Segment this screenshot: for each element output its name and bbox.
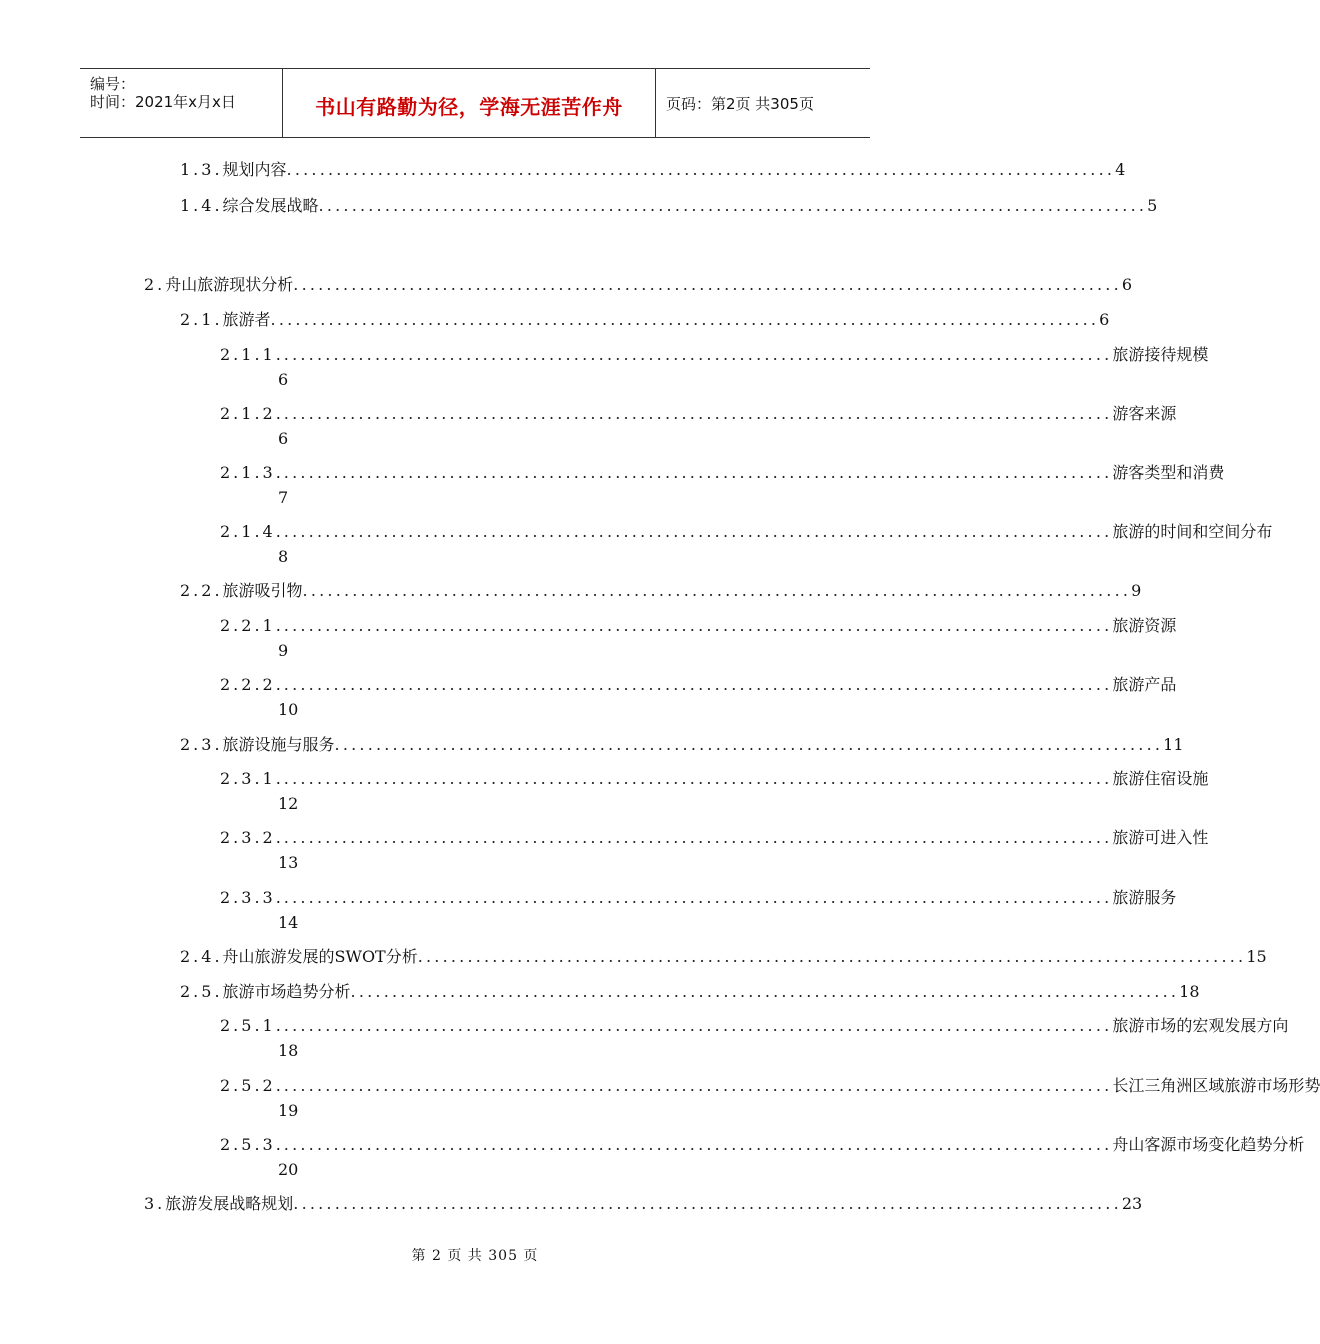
toc-leader-dots: .................................................................................................... bbox=[286, 160, 1116, 179]
toc-leader-dots: .................................................................................................... bbox=[318, 196, 1148, 215]
toc-leader-dots: .................................................................................................... bbox=[283, 1135, 1113, 1154]
toc-number: 2.3.1. bbox=[220, 769, 284, 788]
toc-number: 1.4. bbox=[180, 196, 223, 215]
toc-number: 3. bbox=[144, 1194, 166, 1213]
toc-leader-dots: .................................................................................................... bbox=[283, 888, 1113, 907]
toc-entry[interactable] bbox=[220, 826, 1209, 850]
toc-title: 旅游可进入性 bbox=[1112, 828, 1209, 847]
header-left-cell bbox=[80, 69, 282, 137]
document-code-label: 编号： bbox=[90, 75, 136, 93]
toc-entry[interactable] bbox=[220, 520, 1273, 544]
toc-title: 游客类型和消费 bbox=[1112, 463, 1225, 482]
toc-title: 旅游设施与服务 bbox=[222, 735, 335, 754]
toc-page-number: 6 bbox=[1121, 275, 1133, 294]
toc-number: 2.2. bbox=[180, 581, 223, 600]
page-footer: 第 2 页 共 305 页 bbox=[411, 1248, 539, 1264]
header-page-cell bbox=[656, 69, 870, 137]
toc-leader-dots: .................................................................................................... bbox=[283, 463, 1113, 482]
toc-entry[interactable] bbox=[220, 614, 1177, 638]
toc-entry[interactable] bbox=[220, 1014, 1289, 1038]
toc-entry[interactable] bbox=[220, 886, 1177, 910]
toc-leader-dots: .................................................................................................... bbox=[283, 675, 1113, 694]
toc-page-number: 13 bbox=[278, 853, 299, 872]
toc-page-number: 19 bbox=[278, 1101, 299, 1120]
toc-leader-dots: .................................................................................................... bbox=[302, 581, 1132, 600]
toc-number: 2. bbox=[144, 275, 166, 294]
header-motto: 书山有路勤为径，学海无涯苦作舟 bbox=[315, 95, 623, 119]
toc-title: 旅游产品 bbox=[1112, 675, 1177, 694]
toc-number: 2.5. bbox=[180, 982, 223, 1001]
toc-page-number: 18 bbox=[278, 1041, 299, 1060]
toc-title: 旅游住宿设施 bbox=[1112, 769, 1209, 788]
toc-leader-dots: .................................................................................................... bbox=[334, 735, 1164, 754]
toc-title: 旅游服务 bbox=[1112, 888, 1177, 907]
toc-entry[interactable] bbox=[220, 673, 1177, 697]
toc-number: 2.3.2. bbox=[220, 828, 284, 847]
toc-entry[interactable] bbox=[180, 980, 1200, 1004]
header-page-label: 页码：第2页 共305页 bbox=[666, 95, 814, 113]
toc-entry[interactable] bbox=[220, 461, 1225, 485]
toc-title: 长江三角洲区域旅游市场形势 bbox=[1112, 1076, 1320, 1095]
toc-page-number: 6 bbox=[278, 429, 289, 448]
page-header bbox=[80, 68, 870, 138]
toc-page-number: 9 bbox=[1131, 581, 1142, 600]
toc-page-number: 6 bbox=[1099, 310, 1110, 329]
toc-title: 舟山旅游现状分析 bbox=[165, 275, 294, 294]
toc-leader-dots: .................................................................................................... bbox=[283, 1016, 1113, 1035]
toc-title: 旅游发展战略规划 bbox=[165, 1194, 294, 1213]
toc-number: 2.2.1. bbox=[220, 616, 284, 635]
header-motto-cell bbox=[282, 69, 656, 137]
toc-entry[interactable] bbox=[220, 343, 1209, 367]
toc-leader-dots: .................................................................................................... bbox=[283, 522, 1113, 541]
toc-entry[interactable] bbox=[180, 194, 1158, 218]
toc-page-number: 10 bbox=[278, 700, 299, 719]
toc-title: 旅游资源 bbox=[1112, 616, 1177, 635]
toc-number: 2.1.1. bbox=[220, 345, 284, 364]
toc-page-number: 18 bbox=[1179, 982, 1200, 1001]
toc-page-number: 6 bbox=[278, 370, 289, 389]
toc-page-number: 7 bbox=[278, 488, 289, 507]
toc-number: 2.1.3. bbox=[220, 463, 284, 482]
toc-entry[interactable] bbox=[220, 1074, 1320, 1098]
toc-number: 2.4. bbox=[180, 947, 223, 966]
toc-number: 2.1.4. bbox=[220, 522, 284, 541]
toc-title: 游客来源 bbox=[1112, 404, 1177, 423]
toc-number: 2.5.1. bbox=[220, 1016, 284, 1035]
toc-leader-dots: .................................................................................................... bbox=[417, 947, 1247, 966]
toc-leader-dots: .................................................................................................... bbox=[283, 769, 1113, 788]
toc-entry[interactable] bbox=[220, 1133, 1305, 1157]
toc-title: 舟山旅游发展的SWOT分析 bbox=[222, 947, 418, 966]
toc-number: 2.3. bbox=[180, 735, 223, 754]
toc-number: 2.5.2. bbox=[220, 1076, 284, 1095]
toc-entry[interactable] bbox=[220, 767, 1209, 791]
toc-entry[interactable] bbox=[220, 402, 1177, 426]
toc-leader-dots: .................................................................................................... bbox=[283, 345, 1113, 364]
toc-leader-dots: .................................................................................................... bbox=[350, 982, 1180, 1001]
toc-leader-dots: .................................................................................................... bbox=[283, 1076, 1113, 1095]
toc-number: 1.3. bbox=[180, 160, 223, 179]
toc-entry[interactable] bbox=[180, 945, 1267, 969]
toc-entry[interactable] bbox=[144, 273, 1133, 297]
toc-page-number: 4 bbox=[1115, 160, 1126, 179]
document-date-label: 时间：2021年x月x日 bbox=[90, 93, 236, 111]
toc-page-number: 20 bbox=[278, 1160, 299, 1179]
toc-leader-dots: .................................................................................................... bbox=[283, 616, 1113, 635]
toc-entry[interactable] bbox=[180, 308, 1110, 332]
toc-page-number: 23 bbox=[1121, 1194, 1143, 1213]
toc-title: 旅游的时间和空间分布 bbox=[1112, 522, 1273, 541]
toc-leader-dots: .................................................................................................... bbox=[283, 404, 1113, 423]
toc-title: 规划内容 bbox=[222, 160, 287, 179]
toc-entry[interactable] bbox=[144, 1192, 1143, 1216]
toc-page-number: 5 bbox=[1147, 196, 1158, 215]
toc-number: 2.2.2. bbox=[220, 675, 284, 694]
toc-title: 综合发展战略 bbox=[222, 196, 319, 215]
toc-page-number: 11 bbox=[1163, 735, 1184, 754]
toc-leader-dots: .................................................................................................... bbox=[270, 310, 1100, 329]
toc-page-number: 14 bbox=[278, 913, 299, 932]
toc-leader-dots: .................................................................................................... bbox=[293, 275, 1122, 294]
toc-entry[interactable] bbox=[180, 158, 1126, 182]
toc-number: 2.1.2. bbox=[220, 404, 284, 423]
toc-entry[interactable] bbox=[180, 733, 1184, 757]
toc-page-number: 8 bbox=[278, 547, 289, 566]
toc-number: 2.3.3. bbox=[220, 888, 284, 907]
toc-page-number: 12 bbox=[278, 794, 299, 813]
toc-entry[interactable] bbox=[180, 579, 1142, 603]
toc-page-number: 15 bbox=[1246, 947, 1267, 966]
toc-title: 旅游者 bbox=[222, 310, 271, 329]
toc-title: 旅游接待规模 bbox=[1112, 345, 1209, 364]
toc-leader-dots: .................................................................................................... bbox=[283, 828, 1113, 847]
toc-title: 旅游市场的宏观发展方向 bbox=[1112, 1016, 1289, 1035]
toc-leader-dots: .................................................................................................... bbox=[293, 1194, 1122, 1213]
toc-number: 2.1. bbox=[180, 310, 223, 329]
toc-number: 2.5.3. bbox=[220, 1135, 284, 1154]
toc-page-number: 9 bbox=[278, 641, 289, 660]
toc-title: 旅游吸引物 bbox=[222, 581, 303, 600]
toc-title: 旅游市场趋势分析 bbox=[222, 982, 351, 1001]
toc-title: 舟山客源市场变化趋势分析 bbox=[1112, 1135, 1305, 1154]
